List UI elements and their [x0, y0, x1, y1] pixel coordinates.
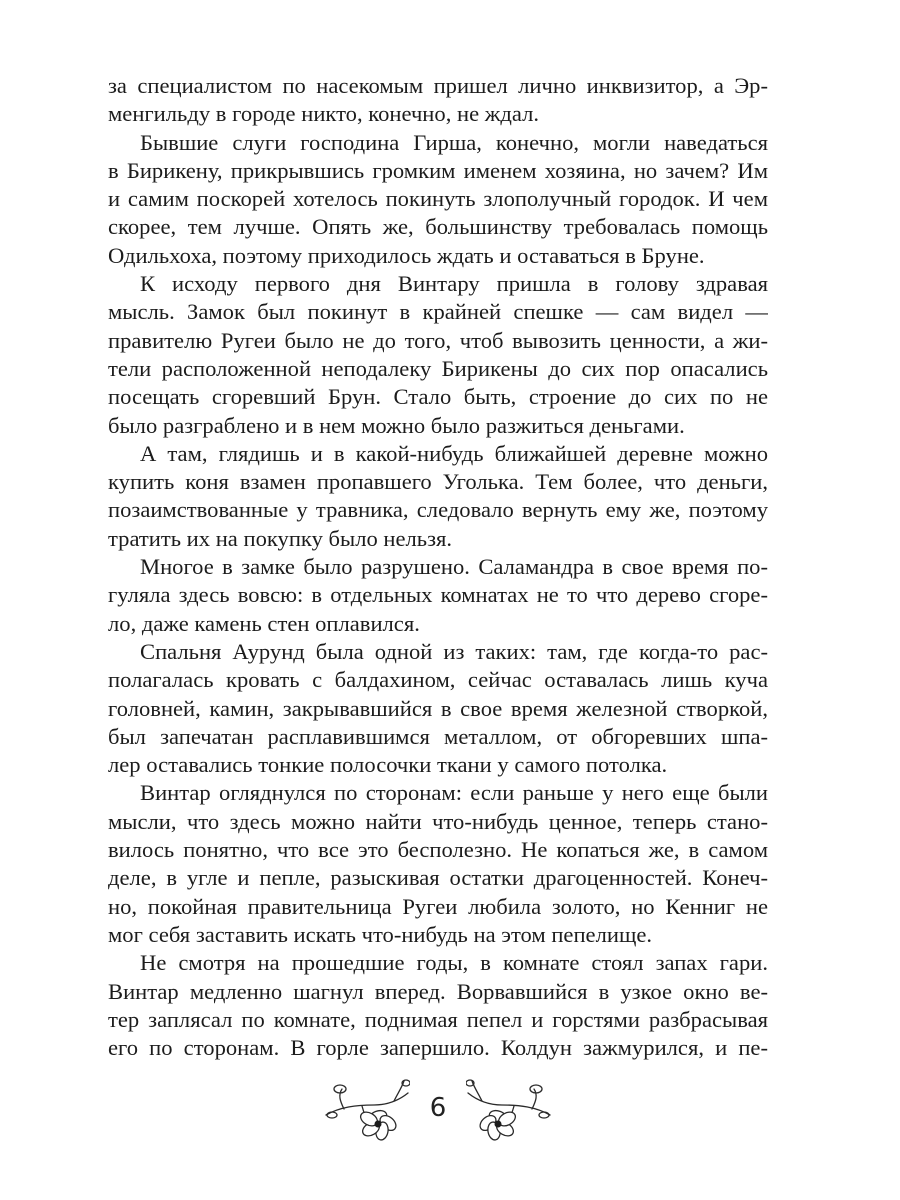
text-line: тратить их на покупку было нельзя.: [108, 525, 453, 551]
text-line: полагалась кровать с балдахином, сейчас оставалась лишь куча: [108, 667, 768, 693]
text-line: было разграблено и в нем можно было разжиться деньгами.: [108, 412, 685, 438]
text-line: ло, даже камень стен оплавился.: [108, 610, 420, 636]
text-line: лер оставались тонкие полосочки ткани у самого потолка.: [108, 752, 668, 778]
text-line: купить коня взамен пропавшего Уголька. Тем более, что деньги,: [108, 469, 768, 495]
text-line: тели расположенной неподалеку Бирикены до сих пор опасались: [108, 355, 768, 381]
text-line: был запечатан расплавившимся металлом, от обгоревших шпа-: [108, 723, 768, 749]
text-line: Винтар медленно шагнул вперед. Ворвавшийся в узкое окно ве-: [108, 978, 768, 1004]
text-line: скорее, тем лучше. Опять же, большинству требовалась помощь: [108, 214, 768, 240]
text-line: но, покойная правительница Ругеи любила золото, но Кенниг не: [108, 893, 768, 919]
text-line: А там, глядишь и в какой-нибудь ближайшей деревне можно: [140, 440, 768, 466]
text-line: мысль. Замок был покинут в крайней спешке — сам видел —: [108, 299, 768, 325]
text-line: Винтар огляднулся по сторонам: если раньше у него еще были: [140, 780, 768, 806]
text-line: за специалистом по насекомым пришел лично инквизитор, а Эр-: [108, 73, 768, 98]
text-line: менгильду в городе никто, конечно, не ждал.: [108, 101, 540, 127]
text-line: головней, камин, закрывавшийся в свое время железной створкой,: [108, 695, 768, 721]
text-line: гуляла здесь вовсю: в отдельных комнатах не то что дерево сгоре-: [108, 582, 768, 608]
text-line: посещать сгоревший Брун. Стало быть, строение до сих по не: [108, 384, 768, 410]
text-line: Многое в замке было разрушено. Саламандра в свое время по-: [140, 554, 768, 580]
text-line: мог себя заставить искать что-нибудь на этом пепелище.: [108, 921, 653, 947]
text-line: мысли, что здесь можно найти что-нибудь ценное, теперь стано-: [108, 808, 768, 834]
text-line: деле, в угле и пепле, разыскивая остатки драгоценностей. Конеч-: [108, 865, 768, 891]
text-line: тер заплясал по комнате, поднимая пепел и горстями разбрасывая: [108, 1006, 768, 1032]
page-footer: [0, 1075, 900, 1155]
flower-branch-icon: [322, 1075, 410, 1147]
text-line: позаимствованные у травника, следовало вернуть ему же, поэтому: [108, 497, 768, 523]
text-line: в Бирикену, прикрывшись громким именем хозяина, но зачем? Им: [108, 157, 768, 183]
text-line: Одильхоха, поэтому приходилось ждать и оставаться в Бруне.: [108, 242, 705, 268]
text-line: его по сторонам. В горле запершило. Колдун зажмурился, и пе-: [108, 1035, 768, 1061]
text-line: и самим поскорей хотелось покинуть злополучный городок. И чем: [108, 186, 768, 212]
text-line: Не смотря на прошедшие годы, в комнате стоял запах гари.: [140, 950, 768, 976]
text-line: Бывшие слуги господина Гирша, конечно, могли наведаться: [140, 129, 768, 155]
text-line: вилось понятно, что все это бесполезно. Не копаться же, в самом: [108, 837, 768, 863]
text-line: правителю Ругеи было не до того, чтоб вывозить ценности, а жи-: [108, 327, 768, 353]
text-line: Спальня Аурунд была одной из таких: там, где когда-то рас-: [140, 638, 768, 664]
body-text: [108, 72, 768, 1062]
text-line: К исходу первого дня Винтару пришла в голову здравая: [140, 271, 768, 297]
flower-branch-icon: [466, 1075, 554, 1147]
page-number: 6: [429, 1093, 447, 1123]
